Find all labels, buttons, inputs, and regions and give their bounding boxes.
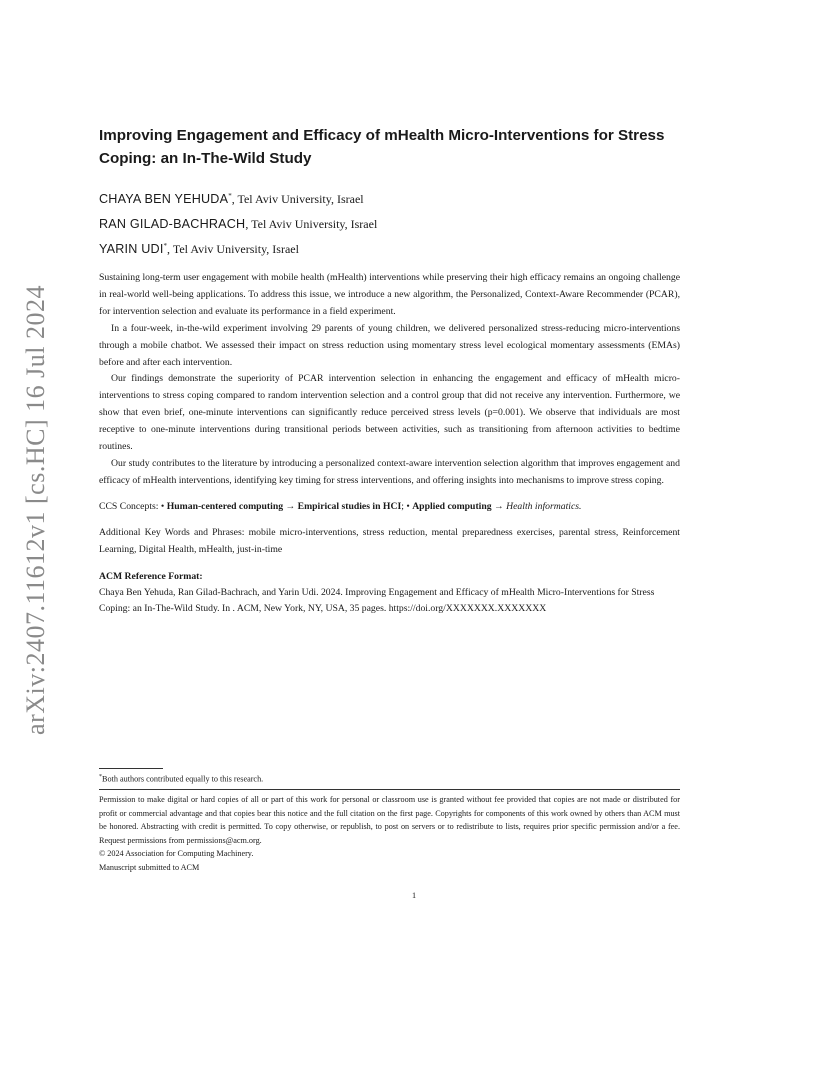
reference-heading: ACM Reference Format:: [99, 570, 203, 582]
footnote: [99, 771, 680, 786]
author-mark: *: [163, 242, 168, 250]
abstract-paragraph: Our study contributes to the literature by introducing a personalized context-aware intervention selection algorithm that improves engagement and efficacy of mHealth interventions, identifying key timing for stress interventions, and offering insights into mechanisms to improve stress coping.: [99, 457, 680, 486]
ccs-concept: Applied computing: [412, 500, 492, 512]
ccs-end: .: [579, 500, 582, 512]
ccs-bullet: •: [160, 500, 167, 512]
author-entry: [99, 235, 680, 260]
permission-rule: [99, 789, 680, 790]
author-name: YARIN UDI: [99, 242, 164, 256]
author-mark: *: [228, 192, 232, 200]
author-affiliation: , Tel Aviv University, Israel: [167, 242, 299, 256]
author-affiliation: , Tel Aviv University, Israel: [231, 192, 364, 206]
ccs-arrow: →: [491, 500, 507, 512]
reference-text: Chaya Ben Yehuda, Ran Gilad-Bachrach, and Yarin Udi. 2024. Improving Engagement and Efficacy of mHealth Micro-Interventions for Stress Coping: an In-The-Wild Study. In . ACM, New York, NY, USA, 35 pages. https://doi.org/XXXXXXX.XXXXXXX: [99, 586, 655, 615]
ccs-concept: Health informatics: [506, 500, 580, 512]
page-number: 1: [411, 891, 417, 900]
author-entry: [99, 185, 680, 210]
ccs-bullet: •: [406, 500, 413, 512]
arxiv-sidebar-stamp: [16, 230, 56, 790]
ccs-concept: Empirical studies in HCI: [297, 500, 402, 512]
abstract-paragraph: Our findings demonstrate the superiority of PCAR intervention selection in enhancing the engagement and efficacy of mHealth micro-interventions to stress coping compared to random intervention selection and a control group that did not receive any intervention. Furthermore, we show that even brief, one-minute interventions can significantly reduce perceived stress levels (p=0.001). We observe that individuals are most receptive to one-minute interventions during transitional periods between activities, such as transitioning from afternoon activities to bedtime routines.: [99, 373, 680, 453]
permission-block: [99, 793, 680, 875]
author-name: RAN GILAD-BACHRACH: [99, 217, 246, 231]
author-entry: [99, 210, 680, 235]
keywords: Additional Key Words and Phrases: mobile micro-interventions, stress reduction, mental preparedness exercises, parental stress, Reinforcement Learning, Digital Health, mHealth, just-in-time: [99, 526, 680, 555]
manuscript-note: Manuscript submitted to ACM: [99, 862, 200, 872]
abstract: [99, 270, 680, 490]
paper-title: Improving Engagement and Efficacy of mHealth Micro-Interventions for Stress Coping: an In-The-Wild Study: [99, 127, 665, 167]
copyright-line: © 2024 Association for Computing Machinery.: [99, 849, 254, 859]
footnote-mark: *: [99, 774, 102, 780]
author-list: [99, 185, 680, 260]
abstract-paragraph: Sustaining long-term user engagement with mobile health (mHealth) interventions while preserving their high efficacy remains an ongoing challenge in real-world well-being applications. To address this issue, we introduce a new algorithm, the Personalized, Context-Aware Recommender (PCAR), for intervention selection and evaluate its performance in a field experiment.: [99, 272, 680, 317]
author-name: CHAYA BEN YEHUDA: [99, 192, 229, 206]
permission-text: Permission to make digital or hard copies of all or part of this work for personal or classroom use is granted without fee provided that copies are not made or distributed for profit or commercial advantage and that copies bear this notice and the full citation on the first page. Copyrights for components of this work owned by others than ACM must be honored. Abstracting with credit is permitted. To copy otherwise, or republish, to post on servers or to redistribute to lists, requires prior specific permission and/or a fee. Request permissions from permissions@acm.org.: [99, 795, 680, 845]
footnote-text: Both authors contributed equally to this research.: [102, 774, 264, 784]
arxiv-id: arXiv:2407.11612v1 [cs.HC] 16 Jul 2024: [21, 285, 50, 735]
ccs-arrow: →: [283, 500, 298, 512]
ccs-concepts: [99, 499, 680, 516]
ccs-separator: ;: [401, 500, 407, 512]
abstract-paragraph: In a four-week, in-the-wild experiment involving 29 parents of young children, we delivered personalized stress-reducing micro-interventions through a mobile chatbot. We assessed their impact on stress reduction using momentary stress level ecological momentary assessments (EMAs) before and after each intervention.: [99, 322, 680, 368]
author-affiliation: , Tel Aviv University, Israel: [245, 217, 378, 231]
ccs-label: CCS Concepts:: [99, 500, 161, 512]
ccs-concept: Human-centered computing: [166, 500, 284, 512]
footnote-rule: [99, 768, 163, 769]
paper-first-page: [99, 124, 680, 618]
